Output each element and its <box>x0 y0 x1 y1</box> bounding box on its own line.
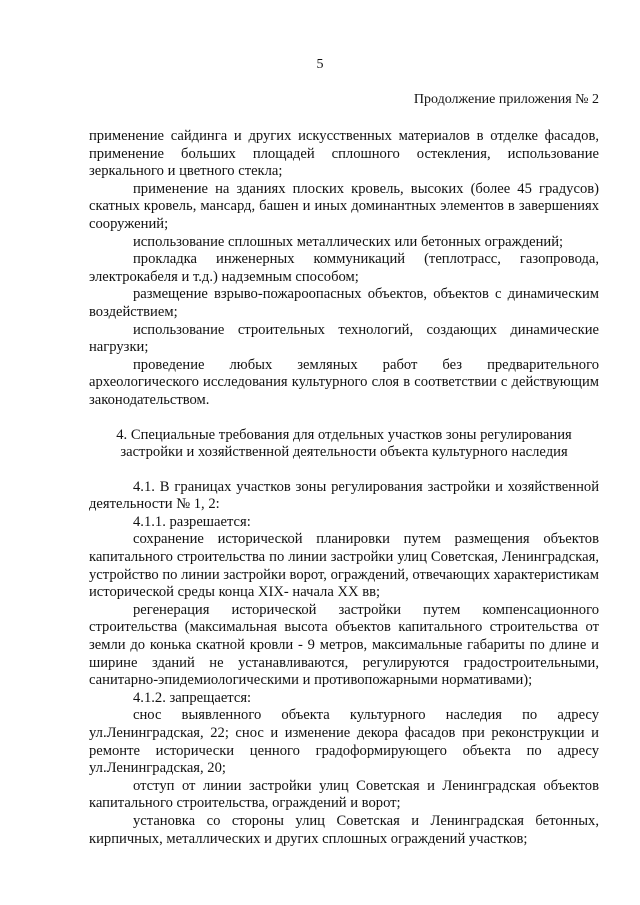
paragraph-setback: отступ от линии застройки улиц Советская и Ленинградская объектов капитального строительства, ограждений и ворот; <box>89 777 599 812</box>
paragraph-solid-fences: установка со стороны улиц Советская и Ленинградская бетонных, кирпичных, металлических и других сплошных ограждений участков; <box>89 812 599 847</box>
paragraph-roofs: применение на зданиях плоских кровель, высоких (более 45 градусов) скатных кровель, мансард, башен и иных доминантных элементов в завершениях сооружений; <box>89 180 599 232</box>
paragraph-fences: использование сплошных металлических или бетонных ограждений; <box>133 233 564 250</box>
paragraph-4-1-1: 4.1.1. разрешается: <box>133 513 251 530</box>
section-heading: 4. Специальные требования для отдельных участков зоны регулирования застройки и хозяйственной деятельности объекта культурного наследия <box>116 426 572 461</box>
appendix-header: Продолжение приложения № 2 <box>413 92 599 107</box>
spacer <box>89 462 599 479</box>
document-body <box>89 128 599 848</box>
paragraph-demolition: снос выявленного объекта культурного наследия по адресу ул.Ленинградская, 22; снос и изменение декора фасадов при реконструкции и ремонте исторически ценного градоформирующего объекта по адресу ул.Ленинградская, 20; <box>89 707 599 777</box>
paragraph-dynamic-loads: использование строительных технологий, создающих динамические нагрузки; <box>89 321 599 356</box>
paragraph-utilities: прокладка инженерных коммуникаций (теплотрасс, газопровода, электрокабеля и т.д.) надземным способом; <box>89 251 599 285</box>
paragraph-4-1: 4.1. В границах участков зоны регулирования застройки и хозяйственной деятельности № 1, 2: <box>89 478 599 513</box>
paragraph-regeneration: регенерация исторической застройки путем компенсационного строительства (максимальная высота объектов капитального строительства от земли до конька скатной кровли - 9 метров, максимальные габариты по длине и ширине зданий не устанавливаются, регулируются градостроительными, санитарно-эпидемиологическими и противопожарными нормативами); <box>89 601 599 689</box>
page-number: 5 <box>316 57 324 72</box>
paragraph-4-1-2: 4.1.2. запрещается: <box>133 689 252 706</box>
paragraph-siding: применение сайдинга и других искусственных материалов в отделке фасадов, применение больших площадей сплошного остекления, использование зеркального и цветного стекла; <box>89 128 599 180</box>
paragraph-historic-layout: сохранение исторической планировки путем размещения объектов капитального строительства по линии застройки улиц Советская, Ленинградская, устройство по линии застройки ворот, ограждений, отвечающих характеристикам исторической среды конца XIX- начала XX вв; <box>89 531 599 601</box>
paragraph-earthworks: проведение любых земляных работ без предварительного археологического исследования культурного слоя в соответствии с действующим законодательством. <box>89 356 599 408</box>
paragraph-hazard-objects: размещение взрыво-пожароопасных объектов, объектов с динамическим воздействием; <box>89 286 599 320</box>
spacer <box>89 410 599 427</box>
